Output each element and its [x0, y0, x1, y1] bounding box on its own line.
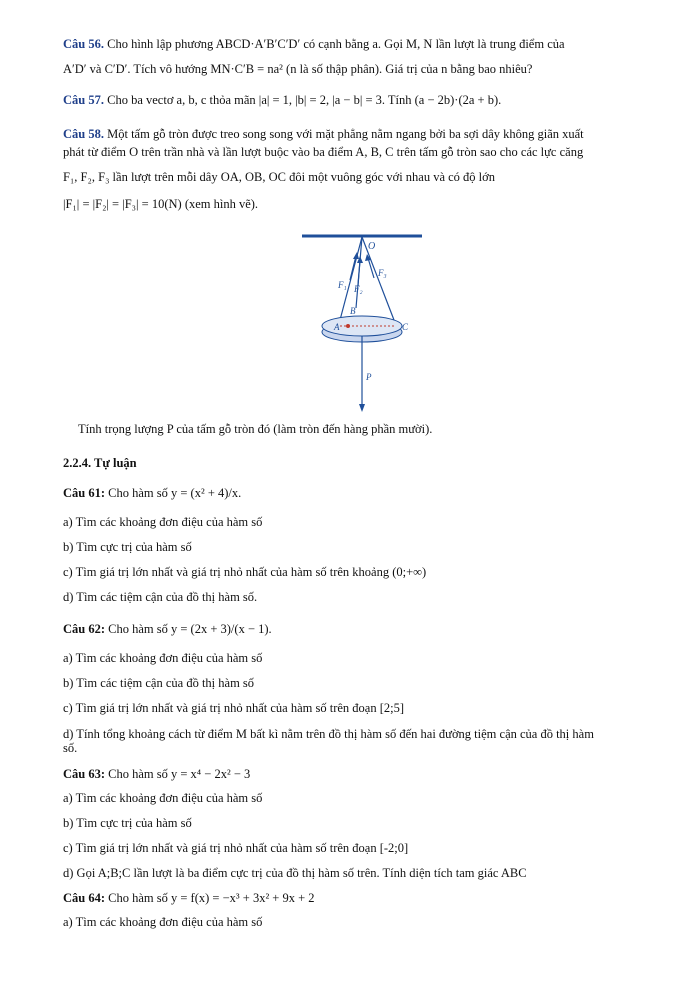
q63-part-a [63, 790, 262, 806]
q64-part-a [63, 914, 262, 930]
q57-line [63, 92, 501, 108]
q56-label: Câu 56. [63, 37, 104, 51]
q58-label: Câu 58. [63, 127, 104, 141]
q58-text-3: F₁, F₂, F₃ lần lượt trên mỗi dây OA, OB, OC đôi một vuông góc với nhau và có độ lớn [63, 170, 496, 184]
disc-center-point [346, 324, 350, 328]
q57-text: Cho ba vectơ a, b, c thỏa mãn |a| = 1, |b| = 2, |a − b| = 3. Tính (a − 2b)·(2a + b). [107, 93, 502, 107]
q62-d1-text: d) Tính tổng khoảng cách từ điểm M bất kì nằm trên đồ thị hàm số đến hai đường tiệm cận của đồ thị hàm [63, 727, 594, 741]
q58-conclusion-text: Tính trọng lượng P của tấm gỗ tròn đó (làm tròn đến hàng phần mười). [78, 422, 433, 436]
q63-d-text: d) Gọi A;B;C lần lượt là ba điểm cực trị của đồ thị hàm số trên. Tính diện tích tam giác ABC [63, 866, 527, 880]
q58-text-1: Một tấm gỗ tròn được treo song song với mặt phẳng nằm ngang bởi ba sợi dây không giãn xuất [107, 127, 584, 141]
q61-stem-line [63, 485, 241, 501]
q64-label: Câu 64: [63, 891, 106, 905]
q58-text-2: phát từ điểm O trên trần nhà và lần lượt buộc vào ba điểm A, B, C trên tấm gỗ tròn sao cho các lực căng [63, 145, 584, 159]
q61-a-text: a) Tìm các khoảng đơn điệu của hàm số [63, 515, 263, 529]
label-a: A [334, 322, 340, 332]
q61-c-text: c) Tìm giá trị lớn nhất và giá trị nhỏ nhất của hàm số trên khoảng (0;+∞) [63, 565, 427, 579]
q62-c-text: c) Tìm giá trị lớn nhất và giá trị nhỏ nhất của hàm số trên đoạn [2;5] [63, 701, 405, 715]
q61-part-c [63, 564, 426, 580]
q63-a-text: a) Tìm các khoảng đơn điệu của hàm số [63, 791, 263, 805]
q62-part-d-1 [63, 726, 594, 742]
label-c: C [402, 322, 409, 332]
q62-part-b [63, 675, 254, 691]
q63-stem: Cho hàm số y = x⁴ − 2x² − 3 [108, 767, 251, 781]
q58-line-4 [63, 196, 258, 212]
q62-stem-line [63, 621, 272, 637]
q58-line-3 [63, 169, 495, 185]
force-f2-arrow [358, 260, 360, 286]
q62-part-c [63, 700, 404, 716]
q62-b-text: b) Tìm các tiệm cận của đồ thị hàm số [63, 676, 255, 690]
section-title-text: 2.2.4. Tự luận [63, 456, 137, 470]
q62-d2-text: số. [63, 741, 78, 755]
force-f1-arrow [350, 256, 356, 280]
q62-label: Câu 62: [63, 622, 106, 636]
q61-part-b [63, 539, 192, 555]
q63-b-text: b) Tìm cực trị của hàm số [63, 816, 192, 830]
q56-text-1: Cho hình lập phương ABCD·A′B′C′D′ có cạnh bằng a. Gọi M, N lần lượt là trung điểm của [107, 37, 565, 51]
q58-line-2 [63, 144, 583, 160]
q62-part-d-2 [63, 740, 77, 756]
weight-p-head [359, 404, 365, 412]
q61-d-text: d) Tìm các tiệm cận của đồ thị hàm số. [63, 590, 258, 604]
label-f1: F₁ [338, 280, 347, 290]
label-p: P [366, 372, 372, 382]
q64-a-text: a) Tìm các khoảng đơn điệu của hàm số [63, 915, 263, 929]
q63-label: Câu 63: [63, 767, 106, 781]
string-oc [362, 237, 394, 320]
q61-stem: Cho hàm số y = (x² + 4)/x. [108, 486, 242, 500]
q63-part-b [63, 815, 192, 831]
label-o: O [368, 241, 376, 252]
q64-stem: Cho hàm số y = f(x) = −x³ + 3x² + 9x + 2 [108, 891, 315, 905]
q58-conclusion [78, 421, 432, 437]
section-title [63, 455, 137, 471]
q61-part-a [63, 514, 262, 530]
label-b: B [350, 306, 356, 316]
q62-part-a [63, 650, 262, 666]
q63-part-c [63, 840, 408, 856]
q58-text-4: |F₁| = |F₂| = |F₃| = 10(N) (xem hình vẽ). [63, 197, 259, 211]
label-f3: F₃ [378, 268, 387, 278]
q61-part-d [63, 589, 257, 605]
q63-stem-line [63, 766, 250, 782]
q56-line-1 [63, 36, 565, 52]
q62-a-text: a) Tìm các khoảng đơn điệu của hàm số [63, 651, 263, 665]
q64-stem-line [63, 890, 315, 906]
q57-label: Câu 57. [63, 93, 104, 107]
label-f2: F₂ [354, 284, 363, 294]
q63-part-d [63, 865, 527, 881]
q63-c-text: c) Tìm giá trị lớn nhất và giá trị nhỏ nhất của hàm số trên đoạn [-2;0] [63, 841, 409, 855]
hanging-disc-figure [290, 228, 440, 418]
q61-label: Câu 61: [63, 486, 106, 500]
q56-text-2: A′D′ và C′D′. Tích vô hướng MN·C′B = na² (n là số thập phân). Giá trị của n bằng bao nhiêu? [63, 62, 533, 76]
q58-line-1 [63, 126, 584, 142]
q56-line-2 [63, 61, 532, 77]
q61-b-text: b) Tìm cực trị của hàm số [63, 540, 192, 554]
q62-stem: Cho hàm số y = (2x + 3)/(x − 1). [108, 622, 272, 636]
